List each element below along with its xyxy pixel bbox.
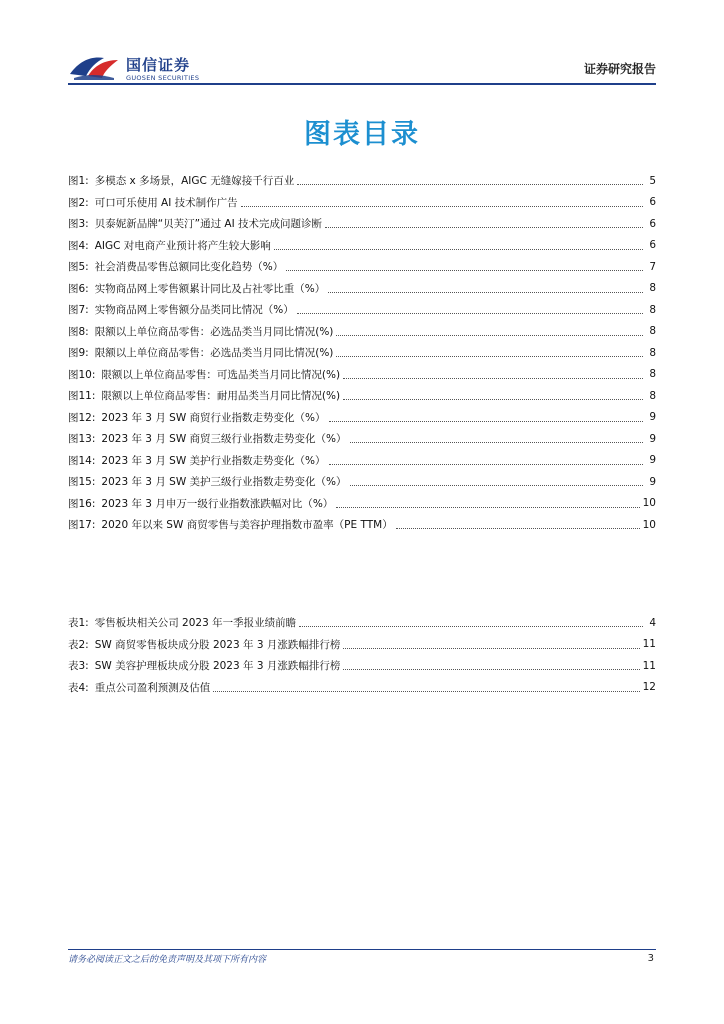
report-type-label: 证券研究报告 <box>583 62 656 76</box>
toc-entry-label: 图16: <box>68 497 96 510</box>
toc-entry-page: 9 <box>649 454 656 467</box>
figure-toc-entry[interactable] <box>68 342 656 364</box>
toc-entry-page: 8 <box>649 282 656 295</box>
toc-entry-label: 图10: <box>68 368 96 381</box>
toc-dot-leader <box>343 368 643 379</box>
toc-entry-title: AIGC 对电商产业预计将产生较大影响 <box>94 239 271 252</box>
toc-entry-page: 6 <box>649 196 656 209</box>
toc-entry-page: 10 <box>642 518 656 531</box>
toc-dot-leader <box>329 454 643 465</box>
toc-dot-leader <box>336 497 639 508</box>
toc-entry-page: 8 <box>649 389 656 402</box>
toc-entry-page: 9 <box>649 411 656 424</box>
figure-toc-entry[interactable] <box>68 450 656 472</box>
toc-entry-page: 8 <box>649 346 656 359</box>
table-toc-entry[interactable] <box>68 634 656 656</box>
toc-entry-title: 2023 年 3 月 SW 商贸行业指数走势变化（%） <box>101 411 326 424</box>
toc-dot-leader <box>336 325 643 336</box>
page-header <box>68 50 656 86</box>
toc-dot-leader <box>343 389 643 400</box>
toc-entry-page: 8 <box>649 325 656 338</box>
toc-entry-title: 2020 年以来 SW 商贸零售与美容护理指数市盈率（PE TTM） <box>101 519 393 532</box>
toc-entry-page: 12 <box>642 681 656 694</box>
toc-entry-page: 8 <box>649 368 656 381</box>
logo-english-name: GUOSEN SECURITIES <box>126 74 200 82</box>
table-list <box>68 612 656 698</box>
toc-entry-label: 图6: <box>68 282 89 295</box>
toc-dot-leader <box>299 616 643 627</box>
footer-disclaimer: 请务必阅读正文之后的免责声明及其项下所有内容 <box>68 955 267 965</box>
toc-entry-page: 9 <box>649 475 656 488</box>
toc-entry-title: 2023 年 3 月 SW 商贸三级行业指数走势变化（%） <box>101 433 347 446</box>
toc-entry-title: 零售板块相关公司 2023 年一季报业绩前瞻 <box>94 617 297 630</box>
page-title: 图表目录 <box>304 119 420 150</box>
guosen-logo-icon <box>68 52 122 82</box>
toc-entry-title: 2023 年 3 月 SW 美护三级行业指数走势变化（%） <box>101 476 347 489</box>
toc-entry-label: 表2: <box>68 638 89 651</box>
table-toc-entry[interactable] <box>68 655 656 677</box>
toc-entry-title: 贝泰妮新品牌“贝芙汀”通过 AI 技术完成问题诊断 <box>94 218 323 231</box>
toc-entry-label: 图5: <box>68 261 89 274</box>
toc-dot-leader <box>241 196 643 207</box>
toc-entry-title: SW 商贸零售板块成分股 2023 年 3 月涨跌幅排行榜 <box>94 638 341 651</box>
toc-dot-leader <box>336 346 643 357</box>
figure-toc-entry[interactable] <box>68 299 656 321</box>
toc-dot-leader <box>286 260 643 271</box>
guosen-logo <box>68 50 228 86</box>
figure-toc-entry[interactable] <box>68 256 656 278</box>
toc-dot-leader <box>297 174 643 185</box>
logo-chinese-name: 国信证券 <box>126 56 191 74</box>
toc-entry-title: SW 美容护理板块成分股 2023 年 3 月涨跌幅排行榜 <box>94 660 341 673</box>
toc-entry-title: 重点公司盈利预测及估值 <box>94 681 211 694</box>
toc-entry-page: 9 <box>649 432 656 445</box>
figure-toc-entry[interactable] <box>68 407 656 429</box>
toc-entry-label: 表4: <box>68 681 89 694</box>
figure-toc-entry[interactable] <box>68 493 656 515</box>
toc-entry-label: 图14: <box>68 454 96 467</box>
toc-dot-leader <box>213 681 639 692</box>
toc-entry-page: 11 <box>642 659 656 672</box>
toc-entry-label: 图17: <box>68 519 96 532</box>
toc-entry-label: 图8: <box>68 325 89 338</box>
toc-entry-page: 10 <box>642 497 656 510</box>
toc-entry-title: 实物商品网上零售额累计同比及占社零比重（%） <box>94 282 326 295</box>
figure-toc-entry[interactable] <box>68 428 656 450</box>
figure-toc-entry[interactable] <box>68 364 656 386</box>
figure-toc-entry[interactable] <box>68 192 656 214</box>
page-number: 3 <box>647 953 654 964</box>
footer-divider <box>68 949 656 950</box>
toc-entry-title: 限额以上单位商品零售：耐用品类当月同比情况(%) <box>101 390 341 403</box>
figure-toc-entry[interactable] <box>68 235 656 257</box>
toc-entry-page: 5 <box>649 174 656 187</box>
toc-entry-page: 6 <box>649 217 656 230</box>
toc-entry-label: 图11: <box>68 390 96 403</box>
toc-entry-label: 表3: <box>68 660 89 673</box>
figure-list <box>68 170 656 536</box>
toc-entry-label: 表1: <box>68 617 89 630</box>
toc-dot-leader <box>325 217 643 228</box>
toc-entry-title: 社会消费品零售总额同比变化趋势（%） <box>94 261 284 274</box>
toc-entry-title: 实物商品网上零售额分品类同比情况（%） <box>94 304 294 317</box>
figure-toc-entry[interactable] <box>68 278 656 300</box>
toc-dot-leader <box>350 432 643 443</box>
toc-dot-leader <box>329 411 643 422</box>
toc-entry-page: 6 <box>649 239 656 252</box>
toc-dot-leader <box>343 638 639 649</box>
toc-entry-title: 2023 年 3 月申万一级行业指数涨跌幅对比（%） <box>101 497 334 510</box>
toc-dot-leader <box>328 282 643 293</box>
table-toc-entry[interactable] <box>68 612 656 634</box>
toc-entry-title: 限额以上单位商品零售：必选品类当月同比情况(%) <box>94 325 334 338</box>
toc-entry-page: 11 <box>642 638 656 651</box>
figure-toc-entry[interactable] <box>68 213 656 235</box>
toc-dot-leader <box>274 239 643 250</box>
toc-dot-leader <box>350 475 643 486</box>
toc-entry-label: 图12: <box>68 411 96 424</box>
toc-entry-title: 多模态 x 多场景，AIGC 无缝嫁接千行百业 <box>94 175 295 188</box>
toc-dot-leader <box>297 303 643 314</box>
toc-dot-leader <box>343 659 639 670</box>
toc-dot-leader <box>396 518 640 529</box>
toc-entry-label: 图13: <box>68 433 96 446</box>
toc-entry-label: 图1: <box>68 175 89 188</box>
toc-entry-title: 2023 年 3 月 SW 美护行业指数走势变化（%） <box>101 454 326 467</box>
toc-entry-title: 限额以上单位商品零售：必选品类当月同比情况(%) <box>94 347 334 360</box>
table-toc-entry[interactable] <box>68 677 656 699</box>
toc-entry-page: 8 <box>649 303 656 316</box>
toc-entry-page: 4 <box>649 616 656 629</box>
toc-entry-label: 图2: <box>68 196 89 209</box>
figure-toc-entry[interactable] <box>68 321 656 343</box>
figure-toc-entry[interactable] <box>68 170 656 192</box>
figure-toc-entry[interactable] <box>68 471 656 493</box>
toc-entry-label: 图4: <box>68 239 89 252</box>
toc-entry-page: 7 <box>649 260 656 273</box>
toc-entry-label: 图9: <box>68 347 89 360</box>
toc-entry-title: 限额以上单位商品零售：可选品类当月同比情况(%) <box>101 368 341 381</box>
figure-toc-entry[interactable] <box>68 385 656 407</box>
toc-entry-label: 图3: <box>68 218 89 231</box>
toc-entry-label: 图15: <box>68 476 96 489</box>
header-divider <box>68 83 656 85</box>
toc-entry-title: 可口可乐使用 AI 技术制作广告 <box>94 196 238 209</box>
figure-toc-entry[interactable] <box>68 514 656 536</box>
toc-entry-label: 图7: <box>68 304 89 317</box>
